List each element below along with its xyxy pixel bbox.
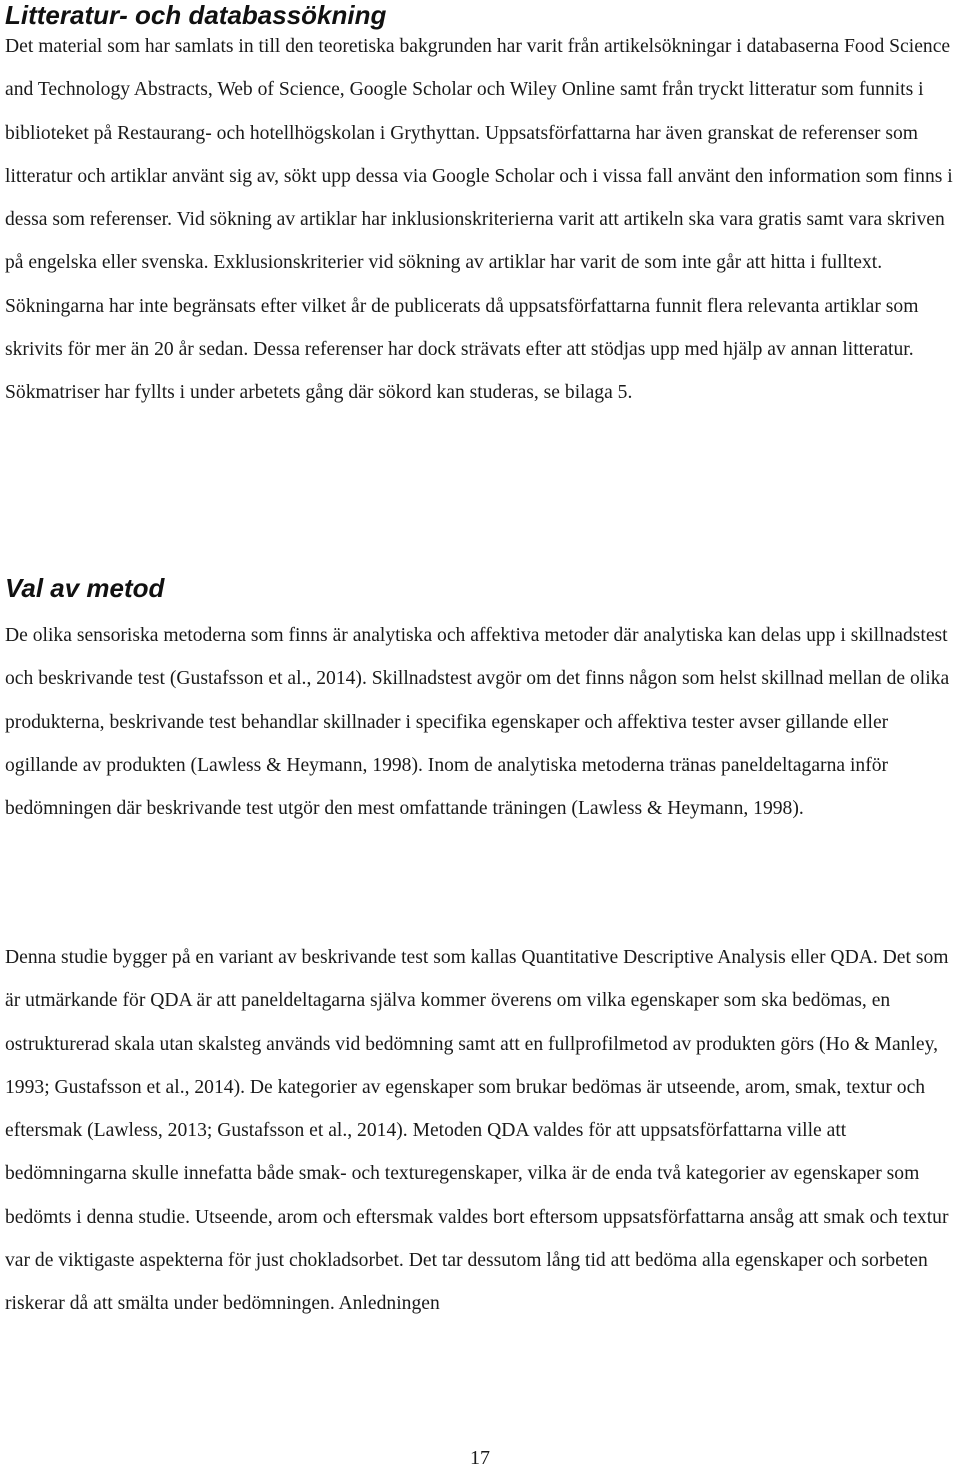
paragraph-metod-2: Denna studie bygger på en variant av beskrivande test som kallas Quantitative Descriptive Analysis eller QDA. Det som är utmärkande för QDA är att paneldeltagarna själva kommer överens om vilka egenskaper som ska bedömas, en ostrukturerad skala utan skalsteg används vid bedömning samt att en fullprofilmetod av produkten görs (Ho & Manley, 1993; Gustafsson et al., 2014). De kategorier av egenskaper som brukar bedömas är utseende, arom, smak, textur och eftersmak (Lawless, 2013; Gustafsson et al., 2014). Metoden QDA valdes för att uppsatsförfattarna ville att bedömningarna skulle innefatta både smak- och texturegenskaper, vilka är de enda två kategorier av egenskaper som bedömts i denna studie. Utseende, arom och eftersmak valdes bort eftersom uppsatsförfattarna ansåg att smak och textur var de viktigaste aspekterna för just chokladsorbet. Det tar dessutom lång tid att bedöma alla egenskaper och sorbeten riskerar då att smälta under bedömningen. Anledningen [5, 947, 949, 1315]
page-number: 17 [470, 1447, 490, 1469]
paragraph-litteratur: Det material som har samlats in till den teoretiska bakgrunden har varit från artikelsökningar i databaserna Food Science and Technology Abstracts, Web of Science, Google Scholar och Wiley Online samt från tryckt litteratur som funnits i biblioteket på Restaurang- och hotellhögskolan i Grythyttan. Uppsatsförfattarna har även granskat de referenser som litteratur och artiklar använt sig av, sökt upp dessa via Google Scholar och i vissa fall använt den information som finns i dessa som referenser. Vid sökning av artiklar har inklusionskriterierna varit att artikeln ska vara gratis samt vara skriven på engelska eller svenska. Exklusionskriterier vid sökning av artiklar har varit de som inte går att hitta i fulltext. Sökningarna har inte begränsats efter vilket år de publicerats då uppsatsförfattarna funnit flera relevanta artiklar som skrivits för mer än 20 år sedan. Dessa referenser har dock strävats efter att stödjas upp med hjälp av annan litteratur. Sökmatriser har fyllts i under arbetets gång där sökord kan studeras, se bilaga 5. [5, 36, 953, 404]
paragraph-metod-1: De olika sensoriska metoderna som finns är analytiska och affektiva metoder där analytiska kan delas upp i skillnadstest och beskrivande test (Gustafsson et al., 2014). Skillnadstest avgör om det finns någon som helst skillnad mellan de olika produkterna, beskrivande test behandlar skillnader i specifika egenskaper och affektiva tester avser gillande eller ogillande av produkten (Lawless & Heymann, 1998). Inom de analytiska metoderna tränas paneldeltagarna inför bedömningen där beskrivande test utgör den mest omfattande träningen (Lawless & Heymann, 1998). [5, 625, 950, 820]
section-heading-val-av-metod: Val av metod [5, 573, 165, 603]
section-heading-litteratur: Litteratur- och databassökning [5, 0, 387, 30]
